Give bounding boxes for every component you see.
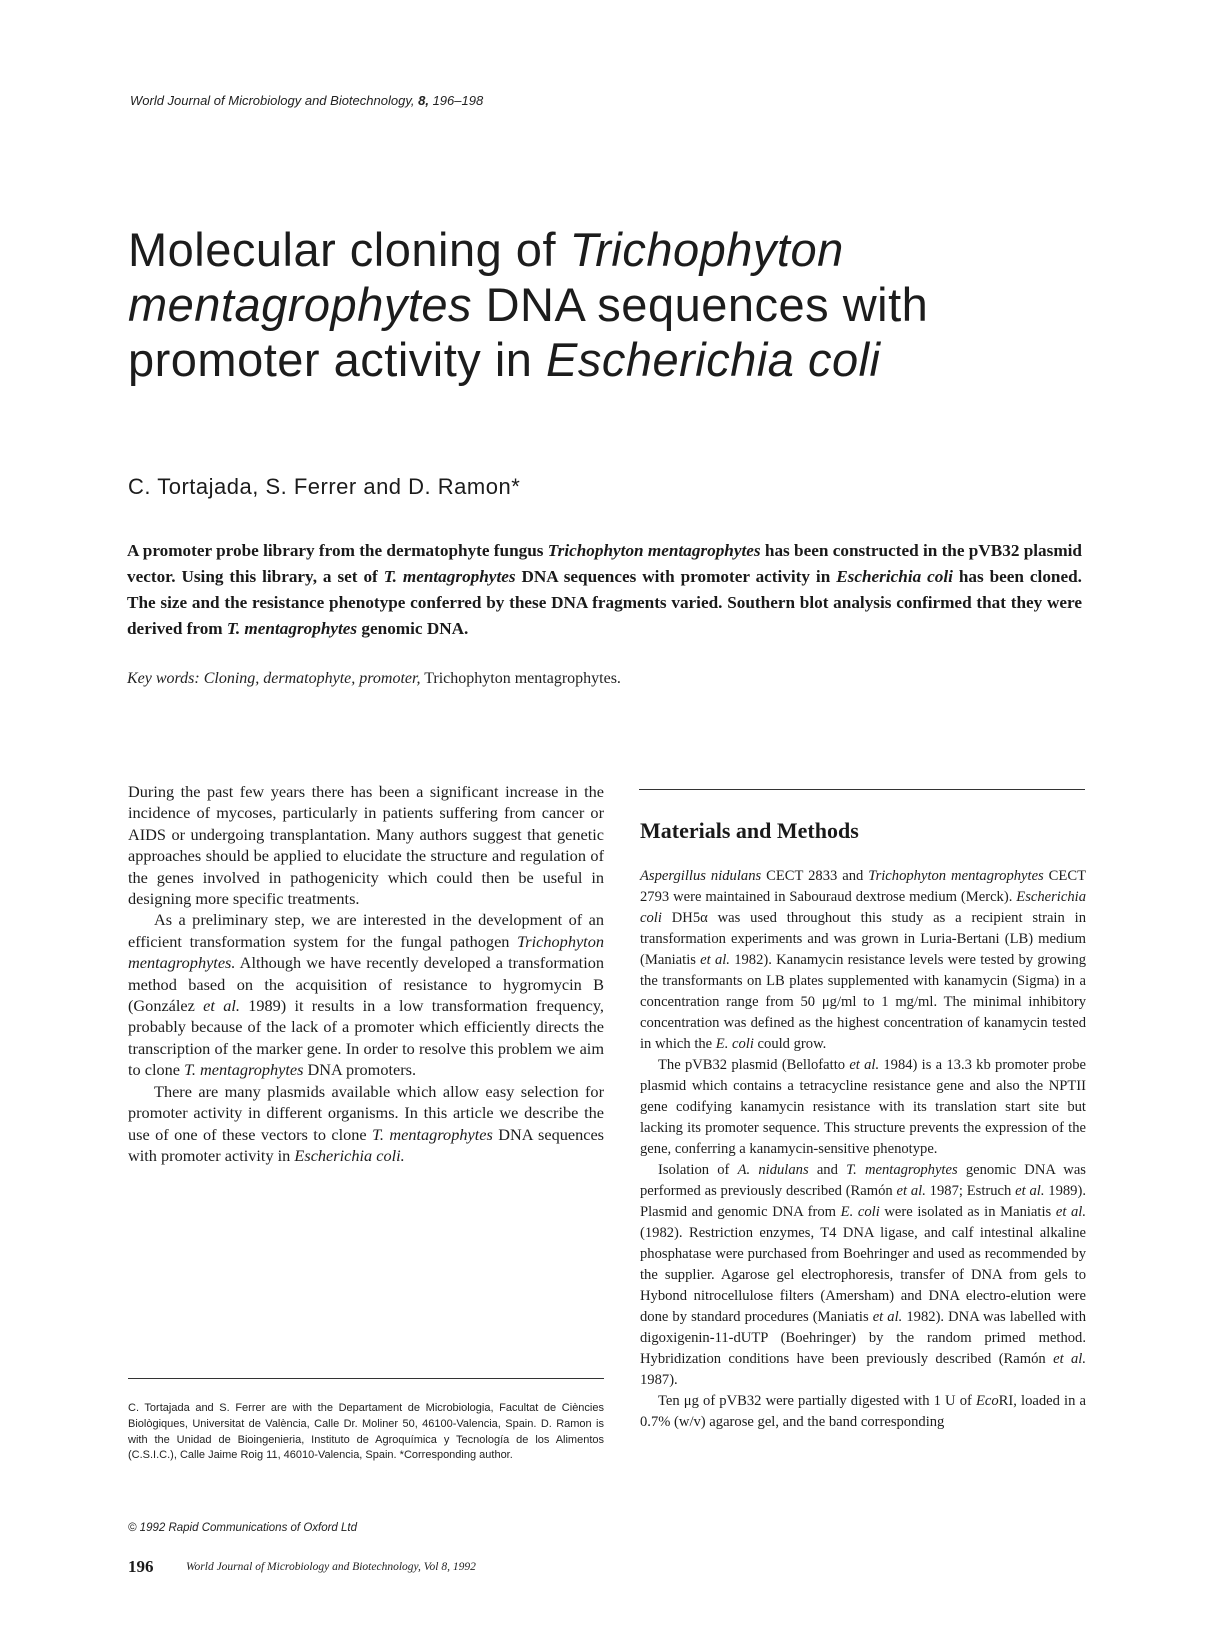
introduction-column [128, 781, 604, 1166]
running-footer: World Journal of Microbiology and Biotechnology, Vol 8, 1992 [186, 1561, 476, 1573]
page-number: 196 [128, 1557, 154, 1576]
author-list: C. Tortajada, S. Ferrer and D. Ramon* [128, 474, 521, 499]
intro-paragraph-3: There are many plasmids available which allow easy selection for promoter activity in different organisms. In this article we describe the use of one of these vectors to clone T. mentagrophytes DNA sequences with promoter activity in Escherichia coli. [128, 1081, 605, 1165]
journal-pages: 196–198 [432, 93, 484, 108]
methods-paragraph-4: Ten μg of pVB32 were partially digested with 1 U of EcoRI, loaded in a 0.7% (w/v) agarose gel, and the band corresponding [640, 1393, 1086, 1430]
methods-paragraph-1: Aspergillus nidulans CECT 2833 and Trichophyton mentagrophytes CECT 2793 were maintained in Sabouraud dextrose medium (Merck). Escherichia coli DH5α was used throughout this study as a recipient strain in transformation experiments and was grown in Luria-Bertani (LB) medium (Maniatis et al. 1982). Kanamycin resistance levels were tested by growing the transformants on LB plates supplemented with kanamycin (Sigma) in a concentration range from 50 μg/ml to 1 mg/ml. The minimal inhibitory concentration was defined as the highest concentration of kanamycin tested in which the E. coli could grow. [640, 868, 1086, 1052]
section-heading-materials-methods: Materials and Methods [640, 818, 859, 843]
methods-column [640, 866, 1086, 1433]
article-title: Molecular cloning of Trichophyton mentagrophytes DNA sequences with promoter activity in Escherichia coli [128, 223, 929, 386]
journal-header [130, 93, 483, 108]
footnote-divider [128, 1378, 604, 1379]
keywords: Key words: Cloning, dermatophyte, promoter, Trichophyton mentagrophytes. [127, 670, 621, 687]
methods-paragraph-2: The pVB32 plasmid (Bellofatto et al. 1984) is a 13.3 kb promoter probe plasmid which contains a tetracycline resistance gene and also the NPTII gene codifying kanamycin resistance with its translation start site but lacking its promoter sequence. This structure prevents the expression of the gene, conferring a kanamycin-sensitive phenotype. [640, 1057, 1086, 1157]
affiliation-footnote: C. Tortajada and S. Ferrer are with the Departament de Microbiologia, Facultat de Ciències Biològiques, Universitat de València, Calle Dr. Moliner 50, 46100-Valencia, Spain. D. Ramon is with the Unidad de Bioingenieria, Instituto de Agroquímica y Tecnología de los Alimentos (C.S.I.C.), Calle Jaime Roig 11, 46010-Valencia, Spain. *Corresponding author. [128, 1402, 604, 1462]
keywords-label: Key words: [127, 670, 200, 687]
intro-paragraph-1: During the past few years there has been a significant increase in the incidence of mycoses, particularly in patients suffering from cancer or AIDS or undergoing transplantation. Many authors suggest that genetic approaches should be applied to elucidate the structure and regulation of the genes involved in pathogenicity which could then be useful in designing more specific treatments. [128, 782, 604, 909]
journal-volume: 8, [418, 93, 429, 108]
abstract: A promoter probe library from the dermatophyte fungus Trichophyton mentagrophytes has been constructed in the pVB32 plasmid vector. Using this library, a set of T. mentagrophytes DNA sequences with promoter activity in Escherichia coli has been cloned. The size and the resistance phenotype conferred by these DNA fragments varied. Southern blot analysis confirmed that they were derived from T. mentagrophytes genomic DNA. [127, 541, 1082, 638]
copyright-notice: © 1992 Rapid Communications of Oxford Ltd [128, 1522, 358, 1534]
methods-paragraph-3: Isolation of A. nidulans and T. mentagrophytes genomic DNA was performed as previously described (Ramón et al. 1987; Estruch et al. 1989). Plasmid and genomic DNA from E. coli were isolated as in Maniatis et al. (1982). Restriction enzymes, T4 DNA ligase, and calf intestinal alkaline phosphatase were purchased from Boehringer and used as recommended by the supplier. Agarose gel electrophoresis, transfer of DNA from gels to Hybond nitrocellulose filters (Amersham) and DNA electro-elution were done by standard procedures (Maniatis et al. 1982). DNA was labelled with digoxigenin-11-dUTP (Boehringer) by the random primed method. Hybridization conditions have been previously described (Ramón et al. 1987). [640, 1162, 1087, 1388]
journal-name: World Journal of Microbiology and Biotechnology, [130, 93, 415, 108]
intro-paragraph-2: As a preliminary step, we are interested in the development of an efficient transformation system for the fungal pathogen Trichophyton mentagrophytes. Although we have recently developed a transformation method based on the acquisition of resistance to hygromycin B (González et al. 1989) it results in a low transformation frequency, probably because of the lack of a promoter which efficiently directs the transcription of the marker gene. In order to resolve this problem we aim to clone T. mentagrophytes DNA promoters. [128, 910, 604, 1080]
section-divider [639, 789, 1085, 790]
